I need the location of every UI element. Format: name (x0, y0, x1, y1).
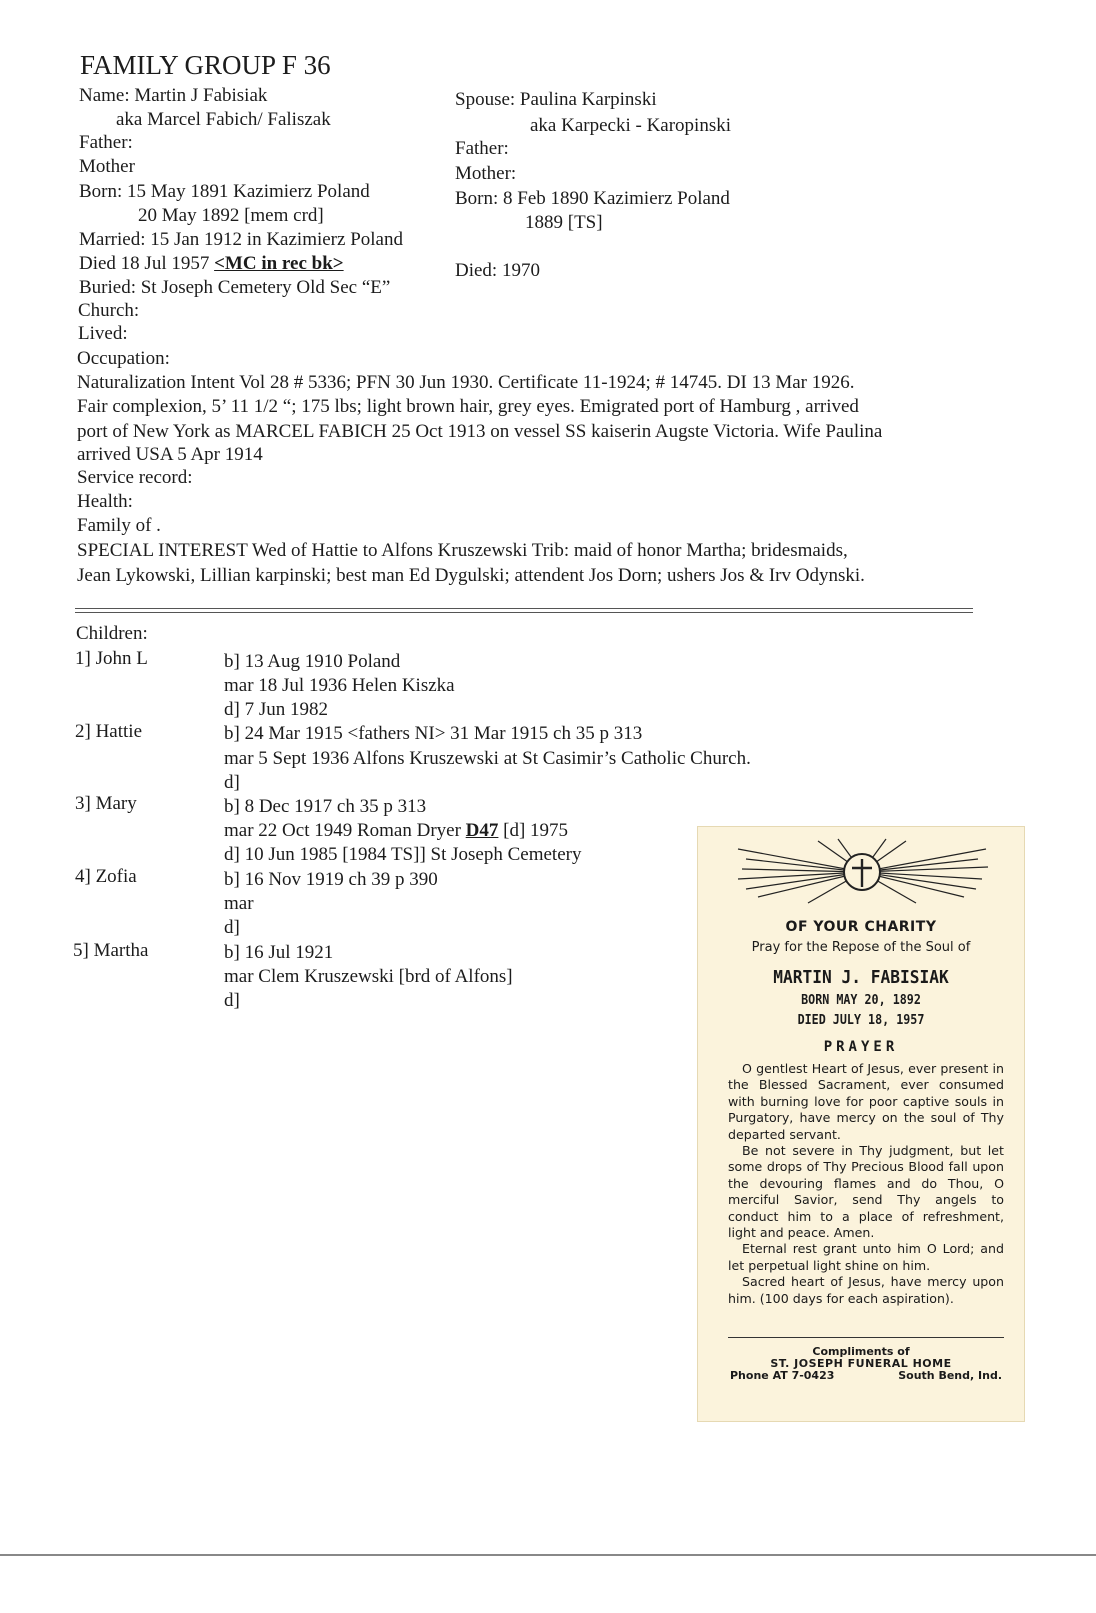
husband-died-row (79, 253, 344, 275)
card-prayer-heading: PRAYER (823, 1039, 899, 1055)
card-funeral-home: ST. JOSEPH FUNERAL HOME (770, 1357, 952, 1370)
card-charity: OF YOUR CHARITY (785, 919, 937, 935)
child-detail: b] 16 Jul 1921 (224, 942, 334, 963)
child-detail: b] 24 Mar 1915 <fathers NI> 31 Mar 1915 ch 35 p 313 (224, 723, 643, 744)
child-detail: mar 5 Sept 1936 Alfons Kruszewski at St Casimir’s Catholic Church. (224, 748, 751, 769)
note-line: Naturalization Intent Vol 28 # 5336; PFN 30 Jun 1930. Certificate 11-1924; # 14745. DI 13 Mar 1926. (77, 372, 855, 393)
spouse-died: Died: 1970 (455, 260, 540, 281)
spouse-born: Born: 8 Feb 1890 Kazimierz Poland (455, 188, 730, 209)
spouse-mother: Mother: (455, 163, 517, 184)
card-pray: Pray for the Repose of the Soul of (751, 940, 971, 955)
card-prayer-text (728, 1061, 1004, 1307)
child-detail: mar 18 Jul 1936 Helen Kiszka (224, 675, 455, 696)
child-name: 3] Mary (75, 793, 137, 814)
spouse-name: Spouse: Paulina Karpinski (455, 89, 657, 110)
note-line: Jean Lykowski, Lillian karpinski; best man Ed Dygulski; attendent Jos Dorn; ushers Jos & Irv Odynski. (77, 565, 865, 586)
family-ref-link[interactable]: D47 (465, 820, 499, 841)
card-deceased-name: MARTIN J. FABISIAK (773, 967, 949, 988)
child-detail: d] 7 Jun 1982 (224, 699, 328, 720)
prayer-card (697, 826, 1025, 1422)
child-name: 4] Zofia (75, 866, 137, 887)
note-line: arrived USA 5 Apr 1914 (77, 444, 263, 465)
child-detail: d] (224, 917, 240, 938)
child-detail: mar 22 Oct 1949 Roman Dryer (224, 820, 461, 841)
husband-married: Married: 15 Jan 1912 in Kazimierz Poland (79, 229, 403, 250)
card-phone: Phone AT 7-0423 (730, 1369, 835, 1382)
spouse-father: Father: (455, 138, 509, 159)
special-interest: SPECIAL INTEREST Wed of Hattie to Alfons Kruszewski Trib: maid of honor Martha; bridesmaids, (77, 540, 848, 561)
child-detail-row (224, 820, 568, 842)
card-divider (728, 1337, 1004, 1338)
child-name: 2] Hattie (75, 721, 143, 742)
child-name: 1] John L (75, 648, 148, 669)
spouse-aka: aka Karpecki - Karopinski (530, 115, 732, 136)
children-header: Children: (76, 623, 148, 644)
husband-lived: Lived: (78, 323, 128, 344)
husband-born: Born: 15 May 1891 Kazimierz Poland (79, 181, 370, 202)
record-book-link[interactable]: <MC in rec bk> (214, 253, 344, 274)
husband-buried: Buried: St Joseph Cemetery Old Sec “E” (79, 277, 391, 298)
separator-rule (75, 608, 973, 609)
child-detail: b] 16 Nov 1919 ch 39 p 390 (224, 869, 438, 890)
card-died: DIED JULY 18, 1957 (797, 1013, 925, 1028)
child-detail: mar (224, 893, 254, 914)
separator-rule (75, 612, 973, 613)
page-bottom-rule (0, 1554, 1096, 1556)
child-detail: d] (224, 990, 240, 1011)
husband-mother: Mother (79, 156, 135, 177)
note-line: Fair complexion, 5’ 11 1/2 “; 175 lbs; light brown hair, grey eyes. Emigrated port of Hamburg , arrived (77, 396, 859, 417)
prayer-paragraph: O gentlest Heart of Jesus, ever present in the Blessed Sacrament, ever consumed with burning love for poor captive souls in Purgatory, have mercy on the soul of Thy departed servant. (728, 1061, 1004, 1142)
husband-church: Church: (78, 300, 140, 321)
child-detail: b] 13 Aug 1910 Poland (224, 651, 401, 672)
prayer-paragraph: Sacred heart of Jesus, have mercy upon him. (100 days for each aspiration). (728, 1274, 1004, 1306)
prayer-paragraph: Be not severe in Thy judgment, but let some drops of Thy Precious Blood fall upon the devouring flames and do Thou, O merciful Savior, send Thy angels to conduct him to a place of refreshment, light and peace. Amen. (728, 1143, 1004, 1241)
husband-aka: aka Marcel Fabich/ Faliszak (116, 109, 331, 130)
husband-name: Name: Martin J Fabisiak (79, 85, 268, 106)
service-record: Service record: (77, 467, 193, 488)
child-detail: mar Clem Kruszewski [brd of Alfons] (224, 966, 513, 987)
child-detail: b] 8 Dec 1917 ch 35 p 313 (224, 796, 427, 817)
husband-born-alt: 20 May 1892 [mem crd] (138, 205, 324, 226)
child-detail: d] (224, 772, 240, 793)
card-born: BORN MAY 20, 1892 (801, 993, 921, 1008)
child-detail: [d] 1975 (498, 820, 569, 841)
page-title: FAMILY GROUP F 36 (80, 50, 331, 80)
sacred-heart-cross-icon (698, 837, 1025, 907)
card-compliments: Compliments of (812, 1345, 910, 1358)
child-detail: d] 10 Jun 1985 [1984 TS]] St Joseph Cemetery (224, 844, 582, 865)
health: Health: (77, 491, 133, 512)
child-name: 5] Martha (73, 940, 149, 961)
husband-occupation: Occupation: (77, 348, 170, 369)
husband-died: Died 18 Jul 1957 (79, 253, 210, 274)
card-city: South Bend, Ind. (898, 1369, 1002, 1382)
note-line: port of New York as MARCEL FABICH 25 Oct 1913 on vessel SS kaiserin Augste Victoria. Wife Paulina (77, 421, 883, 442)
prayer-paragraph: Eternal rest grant unto him O Lord; and let perpetual light shine on him. (728, 1241, 1004, 1273)
spouse-born-alt: 1889 [TS] (525, 212, 603, 233)
husband-father: Father: (79, 132, 133, 153)
family-of: Family of . (77, 515, 161, 536)
